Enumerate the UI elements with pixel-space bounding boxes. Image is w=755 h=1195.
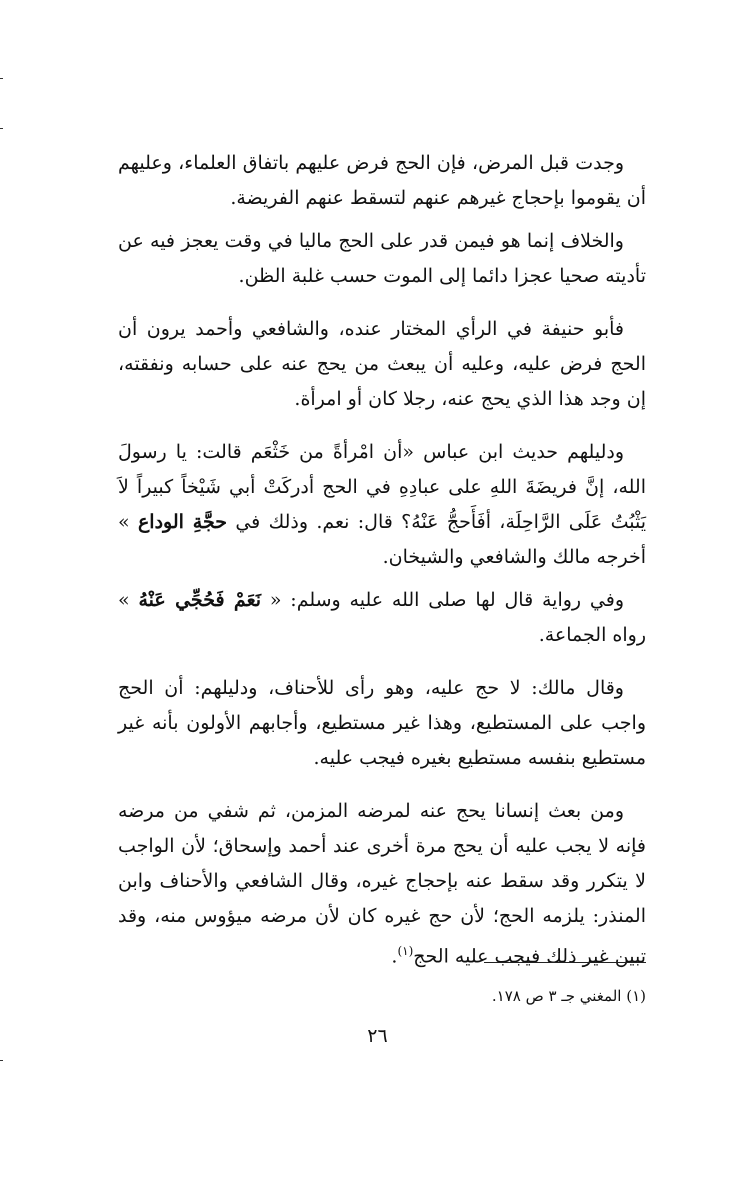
page-number: ٢٦ [367,1025,388,1047]
footnote: (١) المغني جـ ٣ ص ١٧٨. [491,987,646,1005]
paragraph-last [118,794,646,974]
scan-edge-mark [0,78,3,79]
narration-attribution: » رواه الجماعة. [118,589,646,646]
hadith-bold: حجَّةِ الوداع [137,511,228,533]
paragraph-malik: وقال مالك: لا حج عليه، وهو رأى للأحناف، ودليلهم: أن الحج واجب على المستطيع، وهذا غير مستطيع، وأجابهم الأولون بأنه غير مستطيع بنفسه مستطيع بغيره فيجب عليه. [118,677,646,769]
paragraph-1: وجدت قبل المرض، فإن الحج فرض عليهم باتفاق العلماء، وعليهم أن يقوموا بإحجاج غيرهم عنهم لتسقط عنهم الفريضة. [118,152,646,209]
paragraph-narration [118,583,646,653]
narration-quote: نَعَمْ فَحُجِّي عَنْهُ [138,589,262,611]
narration-text: وفي رواية قال لها صلى الله عليه وسلم: « [261,589,624,611]
last-text: ومن بعث إنسانا يحج عنه لمرضه المزمن، ثم شفي من مرضه فإنه لا يجب عليه أن يحج مرة أخرى عند أحمد وإسحاق؛ لأن الواجب لا يتكرر وقد سقط عنه بإحجاج غيره، وقال الشافعي والأحناف وابن المنذر: يلزمه الحج؛ لأن حج غيره كان لأن مرضه ميؤوس منه، وقد تبين غير ذلك فيجب عليه الحج [118,800,646,968]
paragraph-3: فأبو حنيفة في الرأي المختار عنده، والشافعي وأحمد يرون أن الحج فرض عليه، وعليه أن يبعث من يحج عنه على حسابه ونفقته، إن وجد هذا الذي يحج عنه، رجلا كان أو امرأة. [118,318,646,410]
paragraph-2: والخلاف إنما هو فيمن قدر على الحج ماليا في وقت يعجز فيه عن تأديته صحيا عجزا دائما إلى الموت حسب غلبة الظن. [118,230,646,287]
hadith-attribution: » أخرجه مالك والشافعي والشيخان. [118,511,646,568]
last-period: . [391,945,398,968]
scan-edge-mark [0,128,3,129]
main-text [118,146,646,992]
footnote-ref: (١) [397,944,414,958]
scan-edge-mark [0,1060,3,1061]
paragraph-hadith [118,435,646,575]
footnote-divider [484,962,646,963]
hadith-text: ودليلهم حديث ابن عباس «أن امْرأةً من خَثْعَم قالت: يا رسولَ الله، إنَّ فريضَةَ اللهِ على عبادِهِ في الحج أدركَتْ أبي شَيْخاً كبيراً لاَ يَثْبُتُ عَلَى الرَّاحِلَة، أفَأَحجُّ عَنْهُ؟ قال: نعم. وذلك في [118,441,646,533]
